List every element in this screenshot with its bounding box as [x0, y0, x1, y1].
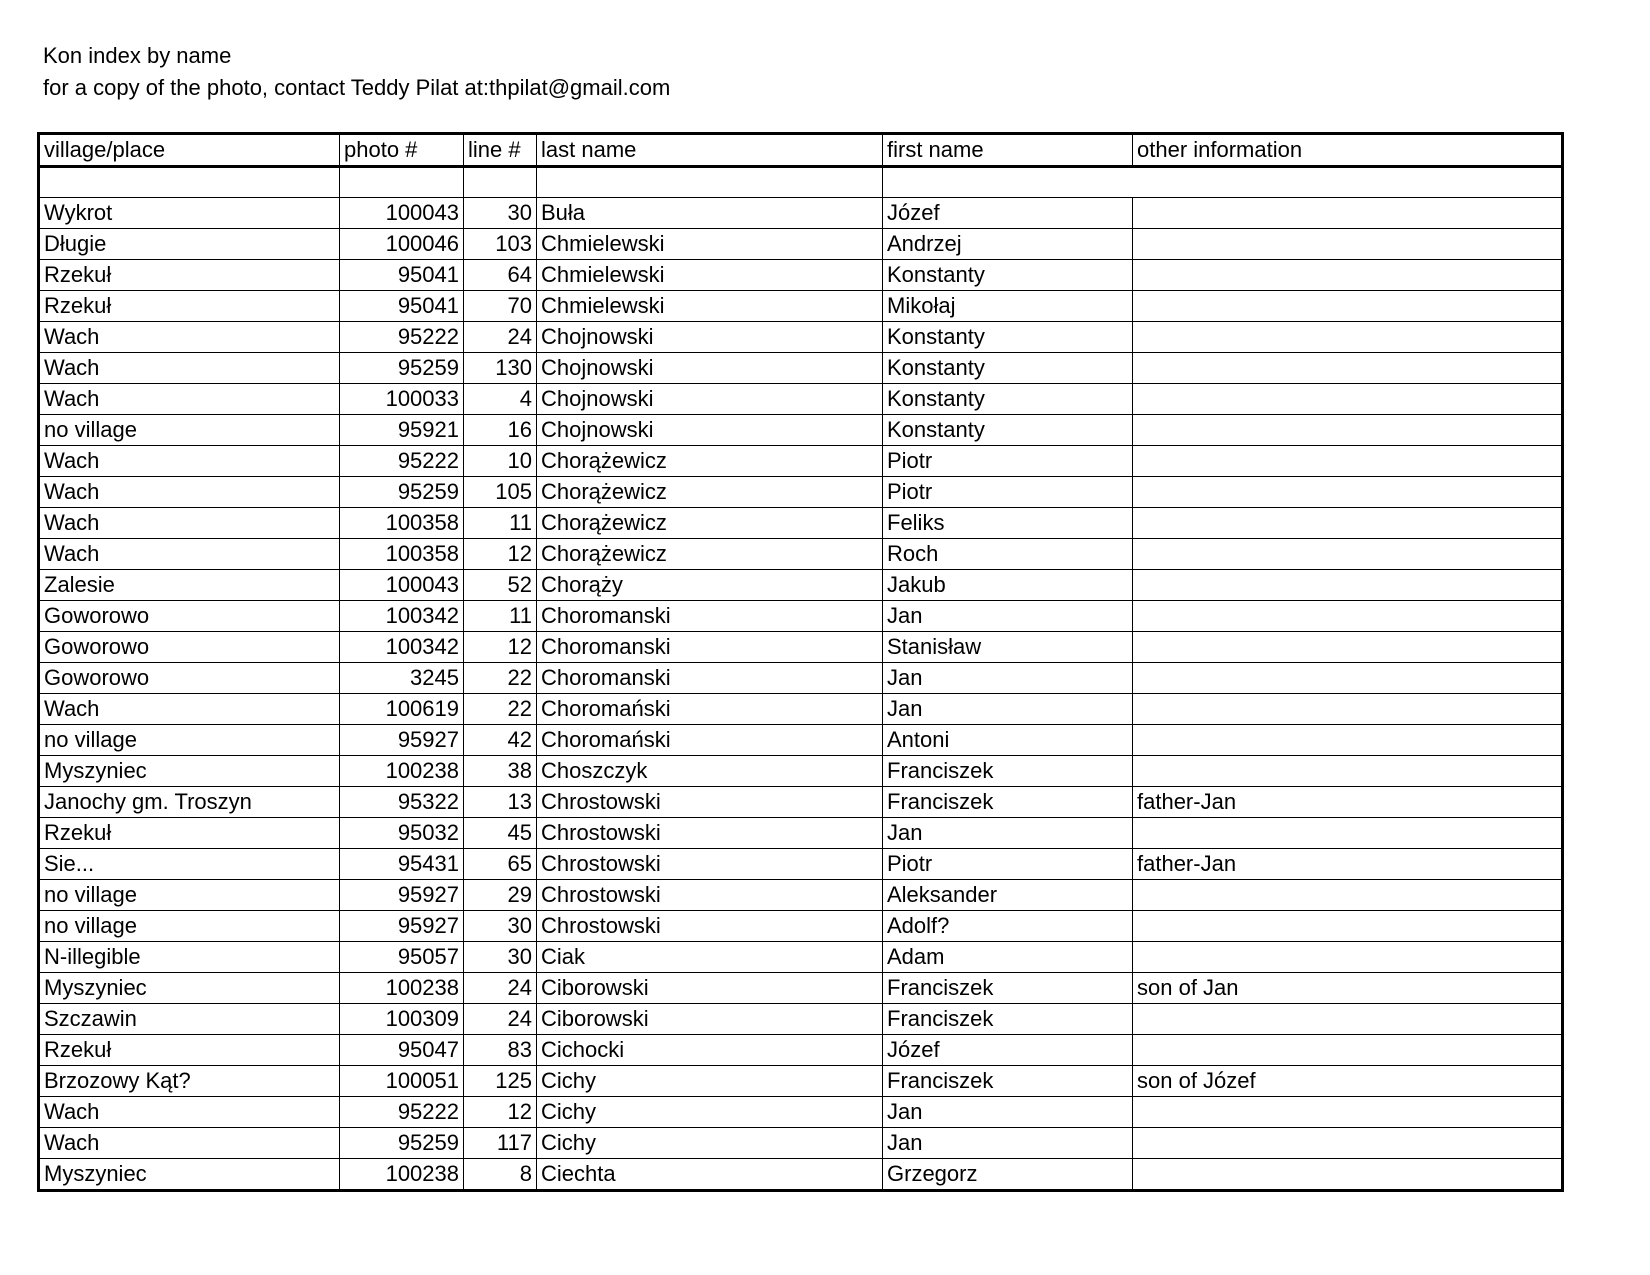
- cell-other-information: [1133, 477, 1563, 508]
- cell-other-information: [1133, 1004, 1563, 1035]
- cell-photo-number: 95259: [340, 353, 464, 384]
- cell-village: Janochy gm. Troszyn: [39, 787, 340, 818]
- cell-photo-number: 95057: [340, 942, 464, 973]
- cell-other-information: [1133, 1159, 1563, 1191]
- cell-first-name: Konstanty: [883, 384, 1133, 415]
- cell-line-number: 10: [464, 446, 537, 477]
- cell-last-name: Ciak: [537, 942, 883, 973]
- table-row: [39, 725, 1563, 756]
- cell-line-number: 24: [464, 973, 537, 1004]
- cell-first-name: Feliks: [883, 508, 1133, 539]
- table-row: [39, 1097, 1563, 1128]
- blank-row: [39, 167, 1563, 198]
- column-header-first-name: first name: [883, 134, 1133, 167]
- cell-line-number: 4: [464, 384, 537, 415]
- cell-village: Myszyniec: [39, 973, 340, 1004]
- table-row: [39, 415, 1563, 446]
- cell-first-name: Józef: [883, 198, 1133, 229]
- cell-first-name: Konstanty: [883, 322, 1133, 353]
- cell-first-name: Piotr: [883, 446, 1133, 477]
- cell-other-information: [1133, 1035, 1563, 1066]
- table-row: [39, 818, 1563, 849]
- cell-first-name: Piotr: [883, 477, 1133, 508]
- cell-line-number: 105: [464, 477, 537, 508]
- cell-last-name: Chorąży: [537, 570, 883, 601]
- table-row: [39, 911, 1563, 942]
- table-row: [39, 446, 1563, 477]
- cell-photo-number: 100043: [340, 198, 464, 229]
- cell-last-name: Chojnowski: [537, 384, 883, 415]
- index-table: [37, 132, 1564, 1192]
- cell-first-name: Roch: [883, 539, 1133, 570]
- table-row: [39, 570, 1563, 601]
- cell-village: Wach: [39, 694, 340, 725]
- cell-last-name: Chrostowski: [537, 787, 883, 818]
- cell-last-name: Choromanski: [537, 663, 883, 694]
- cell-first-name: Franciszek: [883, 1004, 1133, 1035]
- table-row: [39, 539, 1563, 570]
- table-row: [39, 1004, 1563, 1035]
- cell-first-name: Andrzej: [883, 229, 1133, 260]
- document-title: Kon index by name: [43, 43, 232, 68]
- cell-first-name: Konstanty: [883, 353, 1133, 384]
- cell-photo-number: 95927: [340, 725, 464, 756]
- table-row: [39, 353, 1563, 384]
- cell-photo-number: 95927: [340, 880, 464, 911]
- cell-other-information: son of Józef: [1133, 1066, 1563, 1097]
- cell-line-number: 30: [464, 198, 537, 229]
- cell-line-number: 8: [464, 1159, 537, 1191]
- cell-village: Wach: [39, 353, 340, 384]
- cell-line-number: 30: [464, 911, 537, 942]
- cell-photo-number: 100043: [340, 570, 464, 601]
- cell-village: no village: [39, 415, 340, 446]
- cell-last-name: Choromanski: [537, 632, 883, 663]
- cell-first-name: Mikołaj: [883, 291, 1133, 322]
- table-row: [39, 694, 1563, 725]
- cell-other-information: [1133, 1097, 1563, 1128]
- cell-last-name: Buła: [537, 198, 883, 229]
- cell-first-name: Franciszek: [883, 756, 1133, 787]
- cell-other-information: [1133, 1128, 1563, 1159]
- cell-last-name: Chojnowski: [537, 415, 883, 446]
- cell-photo-number: 95041: [340, 291, 464, 322]
- cell-village: Wach: [39, 1128, 340, 1159]
- cell-line-number: 117: [464, 1128, 537, 1159]
- cell-photo-number: 100619: [340, 694, 464, 725]
- cell-last-name: Chrostowski: [537, 849, 883, 880]
- blank-cell: [39, 167, 340, 198]
- cell-first-name: Konstanty: [883, 260, 1133, 291]
- cell-line-number: 29: [464, 880, 537, 911]
- cell-line-number: 130: [464, 353, 537, 384]
- cell-village: no village: [39, 725, 340, 756]
- cell-photo-number: 95222: [340, 1097, 464, 1128]
- cell-line-number: 52: [464, 570, 537, 601]
- cell-last-name: Chorążewicz: [537, 477, 883, 508]
- cell-line-number: 64: [464, 260, 537, 291]
- cell-other-information: [1133, 911, 1563, 942]
- cell-first-name: Franciszek: [883, 1066, 1133, 1097]
- cell-photo-number: 95259: [340, 1128, 464, 1159]
- cell-first-name: Jan: [883, 601, 1133, 632]
- cell-line-number: 24: [464, 1004, 537, 1035]
- cell-other-information: [1133, 353, 1563, 384]
- cell-last-name: Choromański: [537, 725, 883, 756]
- cell-other-information: [1133, 446, 1563, 477]
- cell-village: Goworowo: [39, 601, 340, 632]
- cell-photo-number: 95032: [340, 818, 464, 849]
- cell-other-information: [1133, 663, 1563, 694]
- cell-first-name: Aleksander: [883, 880, 1133, 911]
- table-row: [39, 384, 1563, 415]
- cell-village: no village: [39, 880, 340, 911]
- cell-line-number: 22: [464, 663, 537, 694]
- column-header-last-name: last name: [537, 134, 883, 167]
- cell-last-name: Chorążewicz: [537, 508, 883, 539]
- table-row: [39, 1066, 1563, 1097]
- cell-other-information: [1133, 756, 1563, 787]
- cell-village: Wach: [39, 446, 340, 477]
- table-row: [39, 880, 1563, 911]
- cell-village: Wach: [39, 508, 340, 539]
- cell-first-name: Jan: [883, 1128, 1133, 1159]
- cell-line-number: 30: [464, 942, 537, 973]
- cell-village: no village: [39, 911, 340, 942]
- table-row: [39, 1159, 1563, 1191]
- cell-other-information: [1133, 818, 1563, 849]
- table-row: [39, 1128, 1563, 1159]
- cell-village: Myszyniec: [39, 1159, 340, 1191]
- cell-line-number: 45: [464, 818, 537, 849]
- table-header-row: [39, 134, 1563, 167]
- cell-photo-number: 3245: [340, 663, 464, 694]
- column-header-village: village/place: [39, 134, 340, 167]
- blank-cell: [464, 167, 537, 198]
- cell-photo-number: 100358: [340, 508, 464, 539]
- cell-last-name: Chojnowski: [537, 322, 883, 353]
- cell-line-number: 13: [464, 787, 537, 818]
- cell-line-number: 16: [464, 415, 537, 446]
- cell-line-number: 12: [464, 1097, 537, 1128]
- cell-photo-number: 95041: [340, 260, 464, 291]
- cell-last-name: Chmielewski: [537, 229, 883, 260]
- cell-line-number: 83: [464, 1035, 537, 1066]
- cell-first-name: Adolf?: [883, 911, 1133, 942]
- cell-last-name: Chorążewicz: [537, 446, 883, 477]
- cell-first-name: Jan: [883, 694, 1133, 725]
- cell-village: Rzekuł: [39, 260, 340, 291]
- cell-photo-number: 95431: [340, 849, 464, 880]
- cell-first-name: Stanisław: [883, 632, 1133, 663]
- table-row: [39, 508, 1563, 539]
- cell-village: N-illegible: [39, 942, 340, 973]
- cell-photo-number: 95222: [340, 322, 464, 353]
- cell-first-name: Franciszek: [883, 973, 1133, 1004]
- column-header-other-information: other information: [1133, 134, 1563, 167]
- blank-cell: [340, 167, 464, 198]
- cell-last-name: Choszczyk: [537, 756, 883, 787]
- cell-photo-number: 95047: [340, 1035, 464, 1066]
- cell-line-number: 11: [464, 601, 537, 632]
- cell-other-information: [1133, 632, 1563, 663]
- cell-last-name: Cichocki: [537, 1035, 883, 1066]
- cell-other-information: [1133, 415, 1563, 446]
- column-header-photo: photo #: [340, 134, 464, 167]
- cell-other-information: [1133, 508, 1563, 539]
- cell-first-name: Adam: [883, 942, 1133, 973]
- cell-other-information: [1133, 601, 1563, 632]
- cell-photo-number: 95921: [340, 415, 464, 446]
- cell-village: Sie...: [39, 849, 340, 880]
- cell-photo-number: 100033: [340, 384, 464, 415]
- cell-photo-number: 100342: [340, 601, 464, 632]
- cell-last-name: Chojnowski: [537, 353, 883, 384]
- cell-village: Szczawin: [39, 1004, 340, 1035]
- cell-village: Goworowo: [39, 663, 340, 694]
- cell-first-name: Józef: [883, 1035, 1133, 1066]
- cell-line-number: 42: [464, 725, 537, 756]
- table-row: [39, 198, 1563, 229]
- cell-village: Wach: [39, 539, 340, 570]
- blank-cell: [537, 167, 883, 198]
- cell-village: Wach: [39, 477, 340, 508]
- cell-village: Wach: [39, 322, 340, 353]
- cell-line-number: 22: [464, 694, 537, 725]
- cell-line-number: 38: [464, 756, 537, 787]
- cell-village: Rzekuł: [39, 1035, 340, 1066]
- cell-first-name: Franciszek: [883, 787, 1133, 818]
- cell-last-name: Cichy: [537, 1128, 883, 1159]
- cell-other-information: [1133, 291, 1563, 322]
- cell-first-name: Piotr: [883, 849, 1133, 880]
- cell-line-number: 70: [464, 291, 537, 322]
- table-row: [39, 291, 1563, 322]
- cell-last-name: Chrostowski: [537, 818, 883, 849]
- cell-photo-number: 100309: [340, 1004, 464, 1035]
- cell-village: Rzekuł: [39, 818, 340, 849]
- cell-last-name: Chmielewski: [537, 260, 883, 291]
- cell-other-information: father-Jan: [1133, 849, 1563, 880]
- cell-village: Rzekuł: [39, 291, 340, 322]
- cell-last-name: Chrostowski: [537, 880, 883, 911]
- cell-first-name: Antoni: [883, 725, 1133, 756]
- cell-first-name: Jakub: [883, 570, 1133, 601]
- cell-other-information: son of Jan: [1133, 973, 1563, 1004]
- cell-line-number: 65: [464, 849, 537, 880]
- cell-other-information: [1133, 880, 1563, 911]
- cell-last-name: Ciborowski: [537, 973, 883, 1004]
- table-row: [39, 477, 1563, 508]
- table-row: [39, 787, 1563, 818]
- table-row: [39, 663, 1563, 694]
- cell-other-information: father-Jan: [1133, 787, 1563, 818]
- cell-other-information: [1133, 539, 1563, 570]
- contact-line: for a copy of the photo, contact Teddy Pilat at:thpilat@gmail.com: [43, 75, 671, 100]
- table-row: [39, 322, 1563, 353]
- cell-photo-number: 100358: [340, 539, 464, 570]
- blank-cell: [883, 167, 1563, 198]
- cell-last-name: Ciechta: [537, 1159, 883, 1191]
- cell-photo-number: 95322: [340, 787, 464, 818]
- table-row: [39, 229, 1563, 260]
- table-row: [39, 849, 1563, 880]
- cell-village: Wykrot: [39, 198, 340, 229]
- cell-line-number: 125: [464, 1066, 537, 1097]
- cell-photo-number: 95259: [340, 477, 464, 508]
- table-row: [39, 973, 1563, 1004]
- cell-last-name: Cichy: [537, 1066, 883, 1097]
- cell-village: Brzozowy Kąt?: [39, 1066, 340, 1097]
- cell-village: Wach: [39, 384, 340, 415]
- document-header: [43, 40, 670, 104]
- cell-line-number: 11: [464, 508, 537, 539]
- table-row: [39, 756, 1563, 787]
- cell-line-number: 12: [464, 632, 537, 663]
- cell-first-name: Grzegorz: [883, 1159, 1133, 1191]
- cell-last-name: Ciborowski: [537, 1004, 883, 1035]
- table-row: [39, 260, 1563, 291]
- cell-line-number: 12: [464, 539, 537, 570]
- cell-last-name: Chmielewski: [537, 291, 883, 322]
- table-row: [39, 601, 1563, 632]
- cell-village: Wach: [39, 1097, 340, 1128]
- cell-first-name: Konstanty: [883, 415, 1133, 446]
- cell-first-name: Jan: [883, 663, 1133, 694]
- cell-other-information: [1133, 229, 1563, 260]
- cell-other-information: [1133, 384, 1563, 415]
- cell-village: Zalesie: [39, 570, 340, 601]
- table-row: [39, 942, 1563, 973]
- cell-first-name: Jan: [883, 1097, 1133, 1128]
- cell-last-name: Chorążewicz: [537, 539, 883, 570]
- cell-photo-number: 95222: [340, 446, 464, 477]
- cell-photo-number: 100238: [340, 1159, 464, 1191]
- cell-other-information: [1133, 260, 1563, 291]
- cell-last-name: Choromański: [537, 694, 883, 725]
- table-row: [39, 1035, 1563, 1066]
- cell-village: Myszyniec: [39, 756, 340, 787]
- cell-other-information: [1133, 198, 1563, 229]
- cell-village: Goworowo: [39, 632, 340, 663]
- column-header-line: line #: [464, 134, 537, 167]
- cell-line-number: 103: [464, 229, 537, 260]
- table-row: [39, 632, 1563, 663]
- cell-photo-number: 100342: [340, 632, 464, 663]
- cell-photo-number: 100238: [340, 756, 464, 787]
- cell-other-information: [1133, 694, 1563, 725]
- cell-other-information: [1133, 570, 1563, 601]
- cell-photo-number: 95927: [340, 911, 464, 942]
- cell-other-information: [1133, 942, 1563, 973]
- cell-last-name: Chrostowski: [537, 911, 883, 942]
- cell-photo-number: 100051: [340, 1066, 464, 1097]
- cell-photo-number: 100046: [340, 229, 464, 260]
- cell-other-information: [1133, 725, 1563, 756]
- cell-last-name: Choromanski: [537, 601, 883, 632]
- cell-first-name: Jan: [883, 818, 1133, 849]
- cell-photo-number: 100238: [340, 973, 464, 1004]
- cell-other-information: [1133, 322, 1563, 353]
- cell-last-name: Cichy: [537, 1097, 883, 1128]
- cell-line-number: 24: [464, 322, 537, 353]
- index-table-body: [39, 134, 1563, 1191]
- cell-village: Długie: [39, 229, 340, 260]
